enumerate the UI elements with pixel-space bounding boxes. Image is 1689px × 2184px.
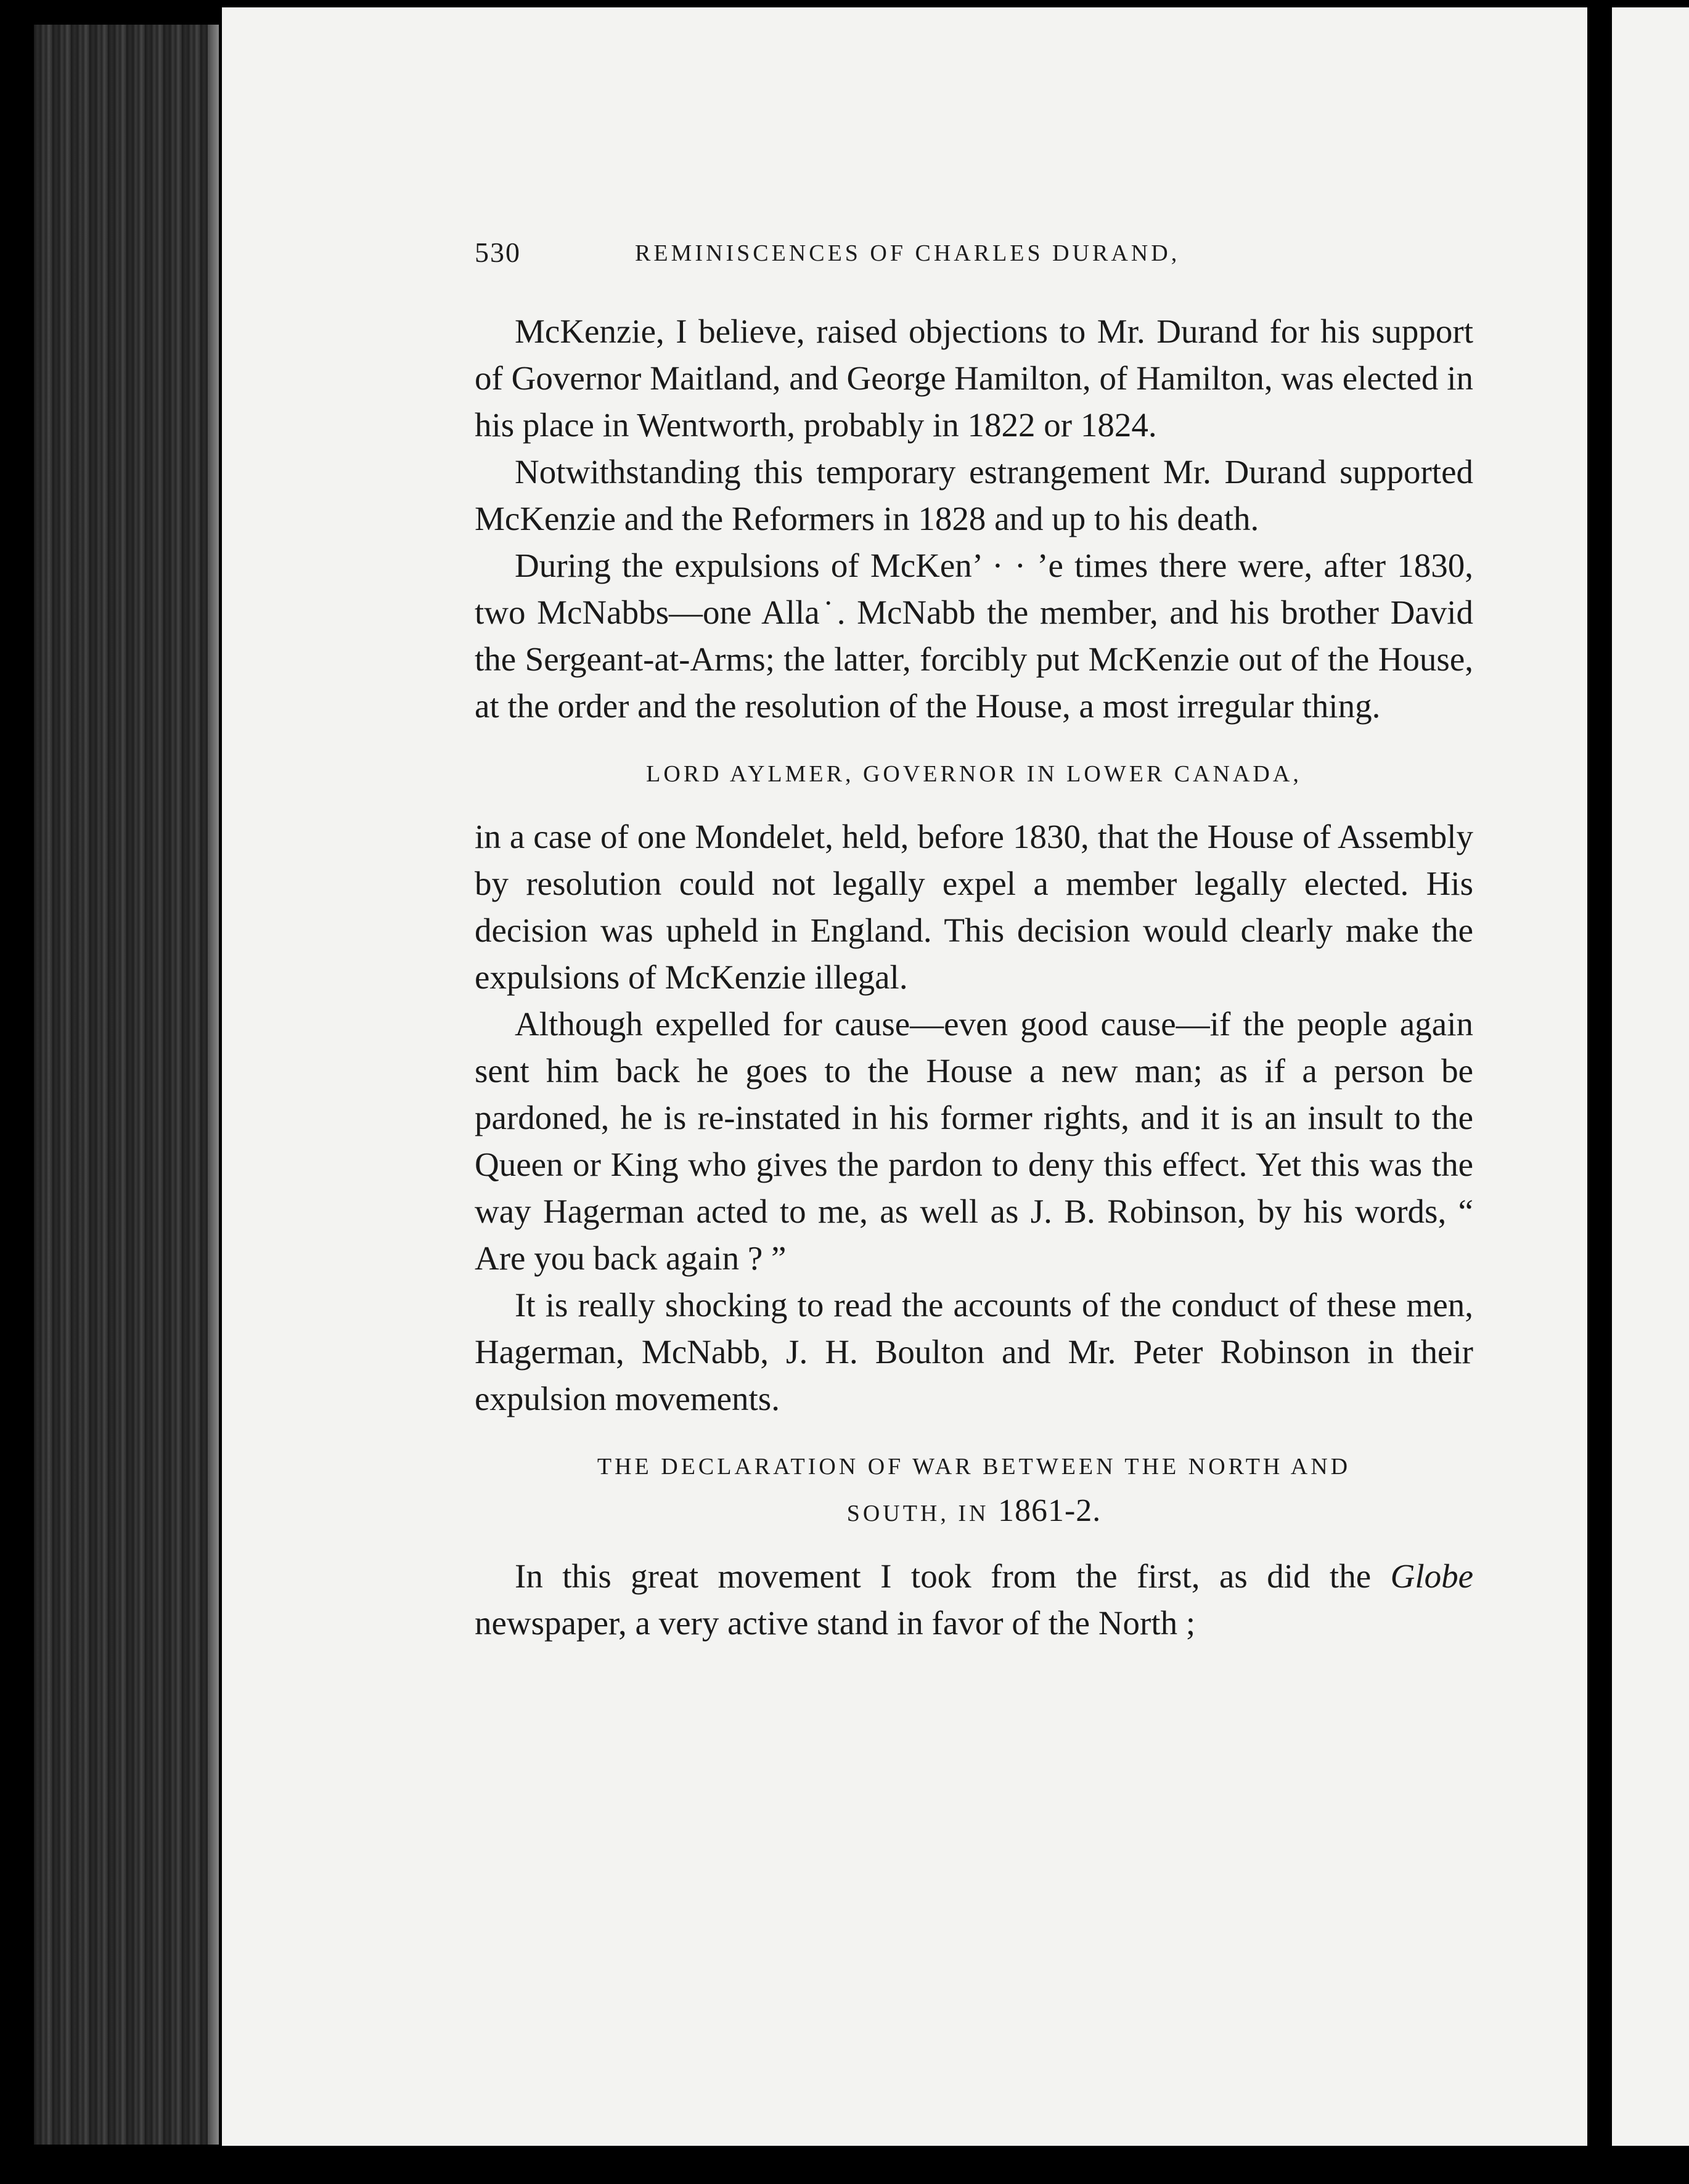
paragraph-estrangement: Notwithstanding this temporary estrangement Mr. Durand supported McKenzie and the Reformers in 1828 and up to his death. (475, 453, 1473, 537)
paragraph-mcnabbs: During the expulsions of McKen’ · · ’e times there were, after 1830, two McNabbs—one Alla˙. McNabb the member, and his brother David the Sergeant-at-Arms; the latter, forcibly put McKenzie out of the House, at the order and the resolution of the House, a most irregular thing. (475, 547, 1473, 725)
gutter-shadow (1587, 0, 1612, 2184)
running-title: REMINISCENCES OF CHARLES DURAND, (635, 240, 1180, 266)
paragraph-great-movement-start: In this great movement I took from the first, as did the (515, 1557, 1372, 1595)
page-body (475, 308, 1473, 1647)
facing-page-edge (1612, 7, 1689, 2146)
paragraph-expelled-for-cause: Although expelled for cause—even good cause—if the people again sent him back he goes to the House a new man; as if a person be pardoned, he is re-instated in his former rights, and it is an insult to the Queen or King who gives the pardon to deny this effect. Yet this was the way Hagerman acted to me, as well as J. B. Robinson, by his words, “ Are you back again ? ” (475, 1005, 1473, 1277)
section-heading-lord-aylmer: LORD AYLMER, GOVERNOR IN LOWER CANADA, (646, 761, 1302, 787)
heading-line-1: THE DECLARATION OF WAR BETWEEN THE NORTH AND (597, 1454, 1351, 1480)
page-number: 530 (475, 237, 521, 268)
globe-newspaper-name: Globe (1390, 1557, 1474, 1595)
paragraph-maitland: McKenzie, I believe, raised objections to Mr. Durand for his support of Governor Maitland, and George Hamilton, of Hamilton, was elected in his place in Wentworth, probably in 1822 or 1824. (475, 312, 1473, 444)
paragraph-shocking-conduct: It is really shocking to read the accounts of the conduct of these men, Hagerman, McNabb, J. H. Boulton and Mr. Peter Robinson in their expulsion movements. (475, 1286, 1473, 1417)
running-head (475, 236, 1338, 279)
book-page-edges (34, 25, 219, 2145)
heading-line-2 (475, 1489, 1473, 1536)
paragraph-great-movement-end: newspaper, a very active stand in favor of the North ; (475, 1604, 1196, 1642)
paragraph-mondelet: in a case of one Mondelet, held, before 1830, that the House of Assembly by resolution could not legally expel a member legally elected. His decision was upheld in England. This decision would clearly make the expulsions of McKenzie illegal. (475, 818, 1473, 996)
paragraph-great-movement (475, 1553, 1473, 1647)
heading-line-2-prefix: SOUTH, IN (846, 1501, 989, 1526)
section-heading-declaration-of-war (475, 1444, 1473, 1536)
heading-year: 1861-2. (997, 1493, 1102, 1528)
